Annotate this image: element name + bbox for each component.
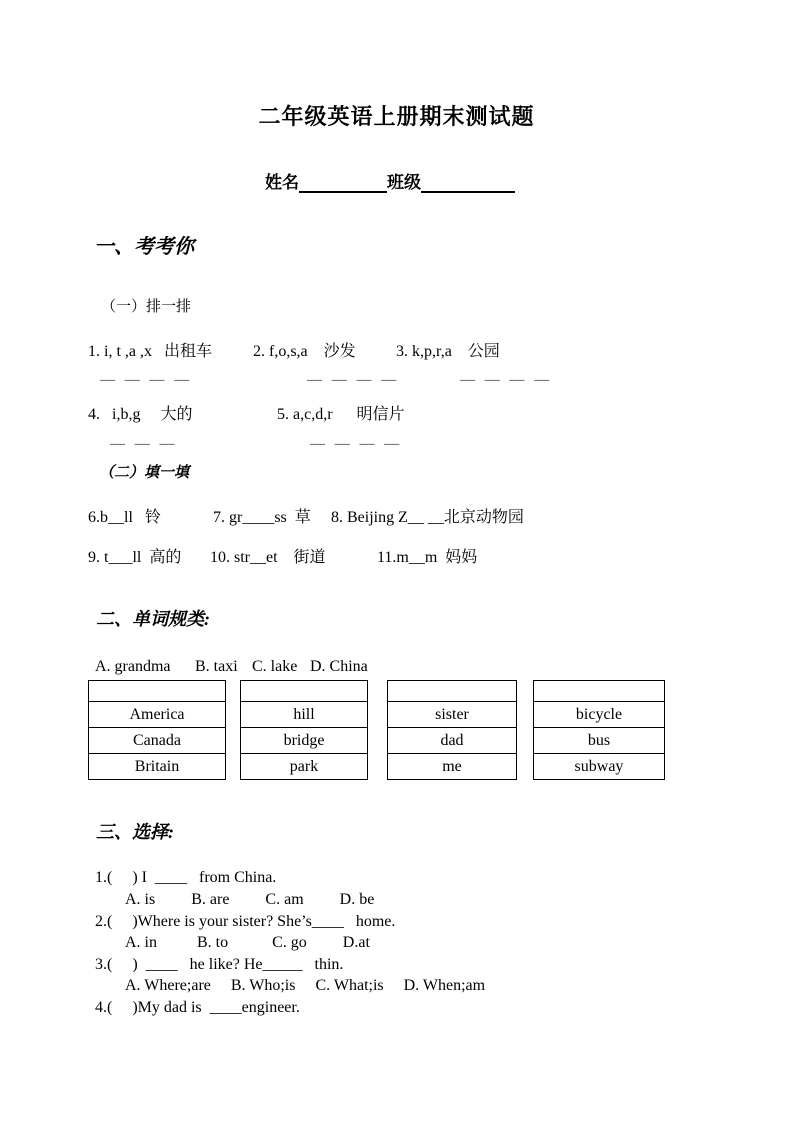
table-header-cell xyxy=(388,681,516,701)
section1-part1-heading: （一）排一排 xyxy=(101,299,192,315)
word-bank-item: D. China xyxy=(310,658,368,675)
category-table-family xyxy=(387,680,517,780)
category-table-transport xyxy=(533,680,665,780)
table-cell: me xyxy=(388,753,516,779)
category-table-countries xyxy=(88,680,226,780)
answer-blank-dashes: — — — — xyxy=(307,372,400,388)
unscramble-item: 1. i, t ,a ,x 出租车 xyxy=(88,343,212,360)
table-header-cell xyxy=(89,681,225,701)
unscramble-item: 5. a,c,d,r 明信片 xyxy=(277,406,405,423)
name-blank-field xyxy=(299,176,387,193)
table-cell: hill xyxy=(241,701,367,727)
word-bank-item: C. lake xyxy=(252,658,298,675)
fill-in-item: 11.m__m 妈妈 xyxy=(377,549,478,566)
unscramble-item: 2. f,o,s,a 沙发 xyxy=(253,343,356,360)
unscramble-item: 3. k,p,r,a 公园 xyxy=(396,343,500,360)
table-cell: subway xyxy=(534,753,664,779)
question-stem: 3.( ) ____ he like? He_____ thin. xyxy=(95,956,344,973)
fill-in-item: 8. Beijing Z__ __北京动物园 xyxy=(331,509,524,526)
section3-heading: 三、选择: xyxy=(96,822,174,842)
unscramble-item: 4. i,b,g 大的 xyxy=(88,406,193,423)
question-options: A. is B. are C. am D. be xyxy=(125,891,375,908)
section1-part2-heading: （二）填一填 xyxy=(99,465,190,481)
table-cell: sister xyxy=(388,701,516,727)
table-cell: dad xyxy=(388,727,516,753)
question-stem: 1.( ) I ____ from China. xyxy=(95,869,277,886)
word-bank-item: A. grandma xyxy=(95,658,171,675)
table-header-cell xyxy=(241,681,367,701)
answer-blank-dashes: — — — — xyxy=(460,372,553,388)
table-cell: Canada xyxy=(89,727,225,753)
class-blank-field xyxy=(421,176,515,193)
name-class-line xyxy=(265,168,515,193)
table-cell: bicycle xyxy=(534,701,664,727)
class-label: 班级 xyxy=(387,173,421,192)
table-cell: bus xyxy=(534,727,664,753)
word-bank-item: B. taxi xyxy=(195,658,238,675)
question-stem: 4.( )My dad is ____engineer. xyxy=(95,999,300,1016)
question-options: A. Where;are B. Who;is C. What;is D. When;am xyxy=(125,977,486,994)
fill-in-item: 9. t___ll 高的 xyxy=(88,549,182,566)
fill-in-item: 7. gr____ss 草 xyxy=(213,509,311,526)
table-cell: Britain xyxy=(89,753,225,779)
category-table-places xyxy=(240,680,368,780)
table-cell: park xyxy=(241,753,367,779)
document-title: 二年级英语上册期末测试题 xyxy=(258,104,535,129)
table-header-cell xyxy=(534,681,664,701)
question-stem: 2.( )Where is your sister? She’s____ home. xyxy=(95,913,396,930)
question-options: A. in B. to C. go D.at xyxy=(125,934,370,951)
answer-blank-dashes: — — — — xyxy=(310,436,403,452)
section1-heading: 一、考考你 xyxy=(94,236,194,258)
answer-blank-dashes: — — — xyxy=(110,436,178,452)
section2-heading: 二、单词规类: xyxy=(96,609,210,629)
name-label: 姓名 xyxy=(265,173,299,192)
fill-in-item: 6.b__ll 铃 xyxy=(88,509,161,526)
table-cell: bridge xyxy=(241,727,367,753)
fill-in-item: 10. str__et 街道 xyxy=(210,549,326,566)
table-cell: America xyxy=(89,701,225,727)
answer-blank-dashes: — — — — xyxy=(100,372,193,388)
